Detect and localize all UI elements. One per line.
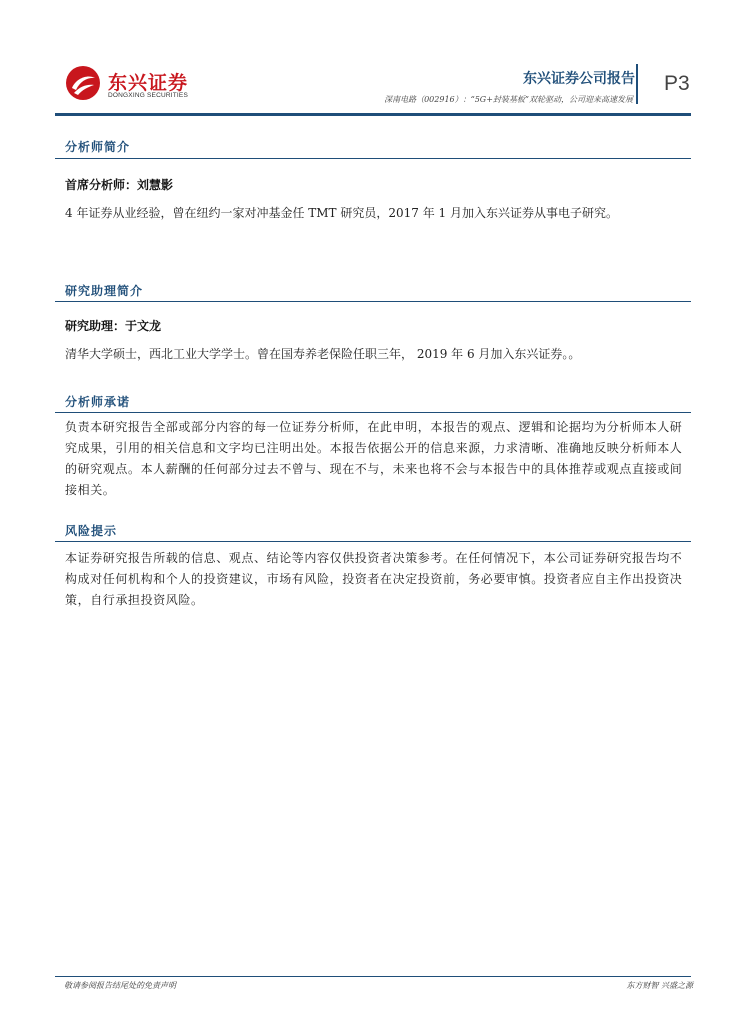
footer-disclaimer-note: 敬请参阅报告结尾处的免责声明 (64, 981, 176, 990)
logo-emblem-icon (66, 66, 100, 100)
risk-text: 本证券研究报告所载的信息、观点、结论等内容仅供投资者决策参考。在任何情况下，本公司证券研究报告均不构成对任何机构和个人的投资建议，市场有风险，投资者在决定投资前，务必要审慎。投资者应自主作出投资决策，自行承担投资风险。 (65, 551, 683, 607)
analyst-bio: 4 年证券从业经验，曾在纽约一家对冲基金任 TMT 研究员，2017 年 1 月加入东兴证券从事电子研究。 (65, 206, 618, 220)
assistant-bio: 清华大学硕士，西北工业大学学士。曾在国寿养老保险任职三年， 2019 年 6 月加入东兴证券。。 (65, 347, 581, 361)
logo-english-name: DONGXING SECURITIES (108, 92, 189, 99)
section-rule (55, 541, 691, 542)
section-rule (55, 301, 691, 302)
footer-rule (55, 976, 691, 977)
page-number: P3 (664, 72, 690, 95)
logo-chinese-name: 东兴证券 (108, 72, 189, 94)
analyst-name: 首席分析师：刘慧影 (65, 178, 174, 192)
risk-section-title: 风险提示 (65, 524, 118, 538)
commitment-text: 负责本研究报告全部或部分内容的每一位证券分析师，在此申明，本报告的观点、逻辑和论据均为分析师本人研究成果，引用的相关信息和文字均已注明出处。本报告依据公开的信息来源，力求清晰、准确地反映分析师本人的研究观点。本人薪酬的任何部分过去不曾与、现在不与，未来也将不会与本报告中的具体推荐或观点直接或间接相关。 (65, 420, 683, 497)
assistant-name: 研究助理：于文龙 (65, 319, 162, 333)
assistant-section-title: 研究助理简介 (65, 284, 144, 298)
report-subtitle: 深南电路（002916）：“5G+封装基板”双轮驱动，公司迎来高速发展 (384, 95, 633, 104)
analyst-section-title: 分析师简介 (65, 140, 131, 154)
section-rule (55, 158, 691, 159)
footer-slogan: 东方财智 兴盛之源 (626, 981, 693, 990)
header-rule (55, 113, 691, 116)
header-divider (636, 64, 638, 104)
commitment-section-title: 分析师承诺 (65, 395, 131, 409)
company-logo (66, 66, 246, 102)
section-rule (55, 412, 691, 413)
report-name: 东兴证券公司报告 (523, 71, 635, 87)
